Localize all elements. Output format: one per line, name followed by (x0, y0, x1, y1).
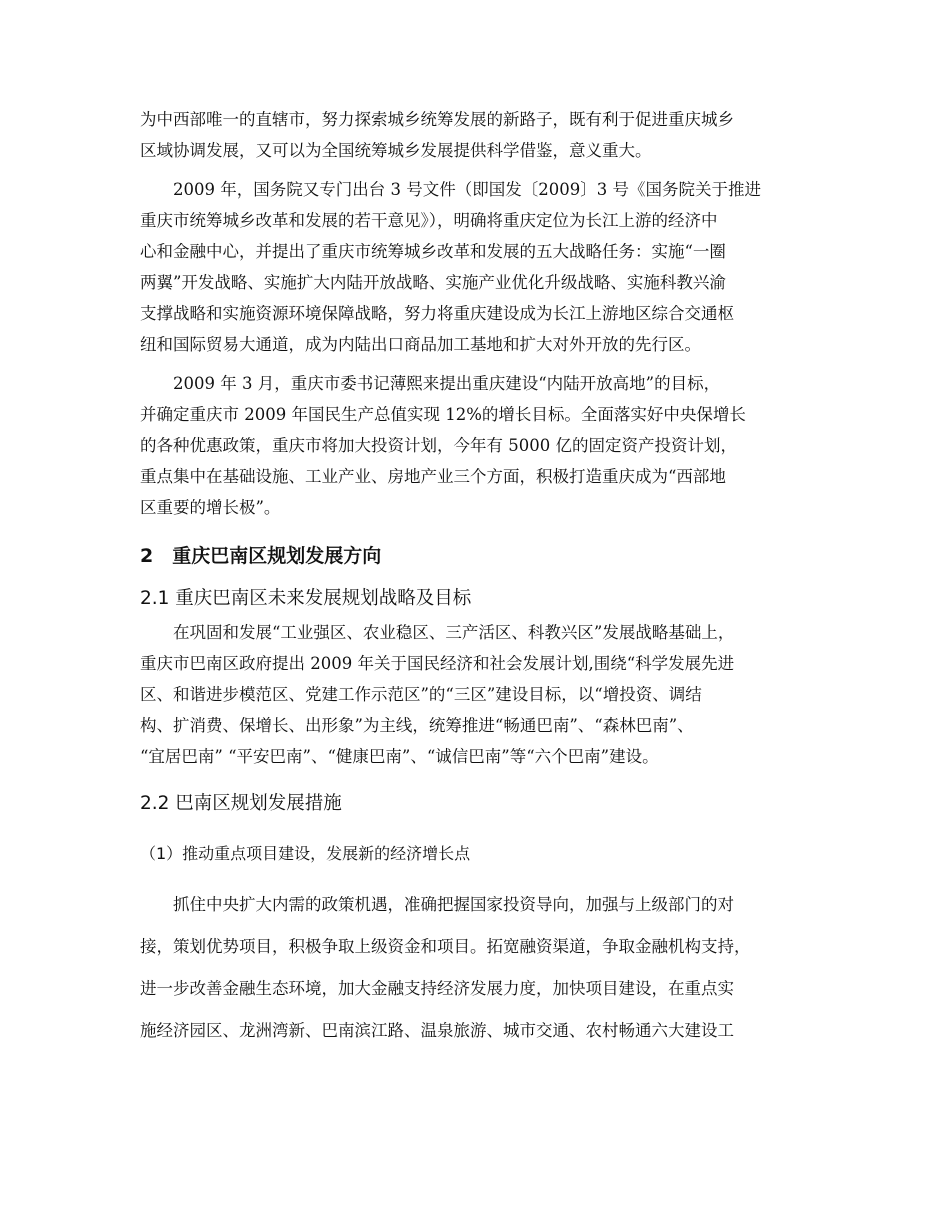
text-line: 纽和国际贸易大通道，成为内陆出口商品加工基地和扩大对外开放的先行区。 (140, 335, 701, 354)
text-line: 区、和谐进步模范区、党建工作示范区”的“三区”建设目标，以“增投资、调结 (140, 685, 702, 704)
section-heading-2-1: 2.1 重庆巴南区未来发展规划战略及目标 (140, 588, 472, 609)
text-line: 进一步改善金融生态环境，加大金融支持经济发展力度，加快项目建设，在重点实 (140, 979, 734, 998)
text-line: 接，策划优势项目，积极争取上级资金和项目。拓宽融资渠道，争取金融机构支持， (140, 937, 751, 956)
document-body (140, 104, 830, 1052)
text-line: 区重要的增长极”。 (140, 498, 281, 517)
paragraph-5 (140, 884, 830, 1052)
paragraph-4 (140, 617, 830, 772)
text-line: 在巩固和发展“工业强区、农业稳区、三产活区、科教兴区”发展战略基础上， (140, 623, 735, 642)
text-line: 并确定重庆市 2009 年国民生产总值实现 12%的增长目标。全面落实好中央保增长 (140, 405, 746, 424)
text-line: 抓住中央扩大内需的政策机遇，准确把握国家投资导向，加强与上级部门的对 (140, 895, 734, 914)
text-line: 支撑战略和实施资源环境保障战略，努力将重庆建设成为长江上游地区综合交通枢 (140, 304, 734, 323)
paragraph-2 (140, 174, 830, 360)
subsection-heading-1: （1）推动重点项目建设，发展新的经济增长点 (140, 844, 471, 863)
text-line: “宜居巴南” “平安巴南”、“健康巴南”、“诚信巴南”等“六个巴南”建设。 (140, 747, 659, 766)
paragraph-1 (140, 104, 830, 166)
text-line: 2009 年 3 月，重庆市委书记薄熙来提出重庆建设“内陆开放高地”的目标， (140, 374, 721, 393)
paragraph-3 (140, 368, 830, 523)
text-line: 区域协调发展，又可以为全国统筹城乡发展提供科学借鉴，意义重大。 (140, 141, 652, 160)
section-heading-2: 2 重庆巴南区规划发展方向 (140, 545, 382, 567)
text-line: 为中西部唯一的直辖市，努力探索城乡统筹发展的新路子，既有利于促进重庆城乡 (140, 110, 734, 129)
text-line: 的各种优惠政策，重庆市将加大投资计划，今年有 5000 亿的固定资产投资计划， (140, 436, 737, 455)
text-line: 心和金融中心，并提出了重庆市统筹城乡改革和发展的五大战略任务：实施“一圈 (140, 242, 726, 261)
text-line: 重庆市巴南区政府提出 2009 年关于国民经济和社会发展计划,围绕“科学发展先进 (140, 654, 735, 673)
text-line: 重点集中在基础设施、工业产业、房地产业三个方面，积极打造重庆成为“西部地 (140, 467, 726, 486)
text-line: 施经济园区、龙洲湾新、巴南滨江路、温泉旅游、城市交通、农村畅通六大建设工 (140, 1021, 734, 1040)
section-heading-2-2: 2.2 巴南区规划发展措施 (140, 793, 342, 814)
text-line: 重庆市统筹城乡改革和发展的若干意见》），明确将重庆定位为长江上游的经济中 (140, 211, 718, 230)
text-line: 两翼”开发战略、实施扩大内陆开放战略、实施产业优化升级战略、实施科教兴渝 (140, 273, 726, 292)
text-line: 2009 年，国务院又专门出台 3 号文件（即国发〔2009〕3 号《国务院关于推进 (140, 180, 761, 199)
text-line: 构、扩消费、保增长、出形象”为主线，统筹推进“畅通巴南”、“森林巴南”、 (140, 716, 694, 735)
